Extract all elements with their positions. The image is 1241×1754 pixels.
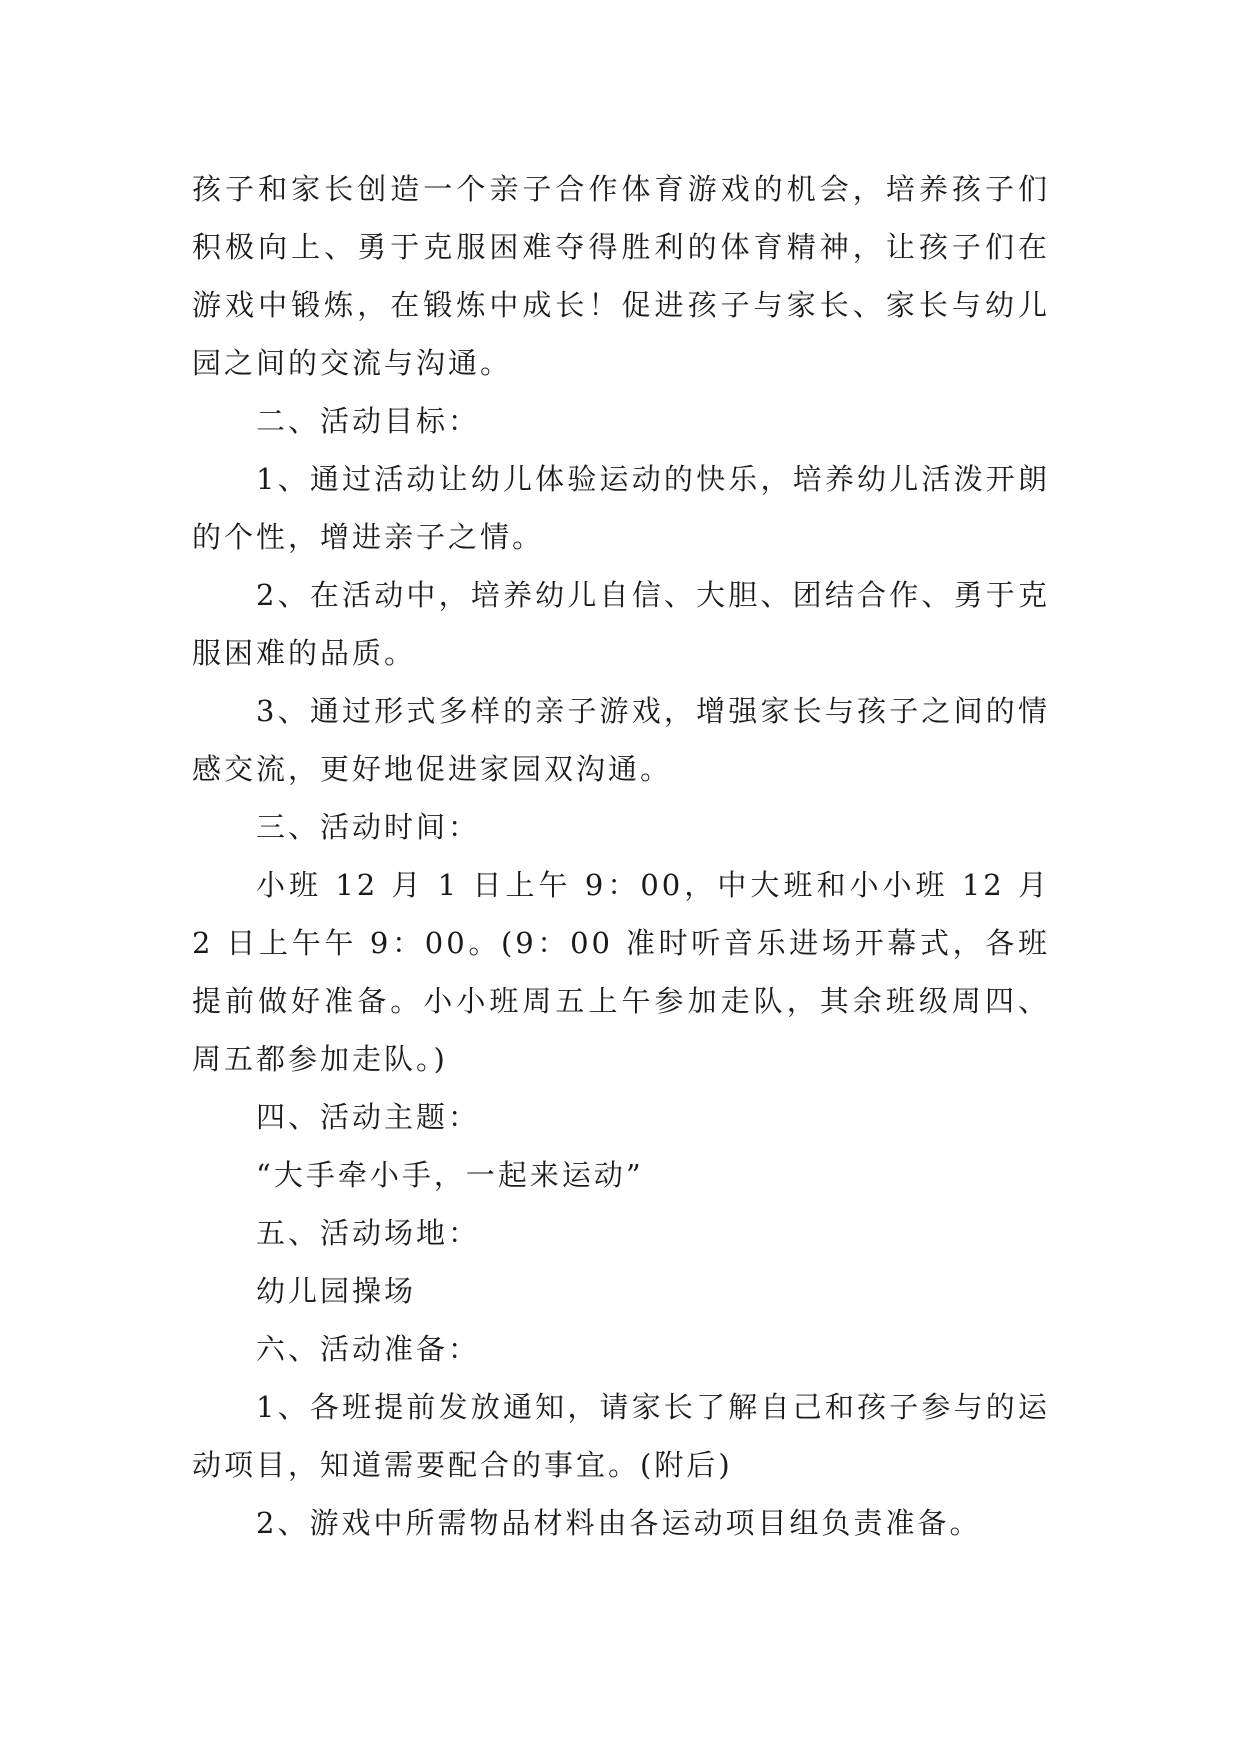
- heading-activity-theme: 四、活动主题：: [256, 1100, 481, 1134]
- goal-item-1: 1、通过活动让幼儿体验运动的快乐，培养幼儿活泼开朗的个性，增进亲子之情。: [192, 462, 1050, 554]
- activity-time-details: 小班 12 月 1 日上午 9：00，中大班和小小班 12 月 2 日上午午 9：00。(9：00 准时听音乐进场开幕式，各班提前做好准备。小小班周五上午参加走队，其余班级周四、周五都参加走队。): [192, 868, 1050, 1076]
- goal-item-3: 3、通过形式多样的亲子游戏，增强家长与孩子之间的情感交流，更好地促进家园双沟通。: [192, 694, 1050, 786]
- heading-activity-goals: 二、活动目标：: [256, 404, 481, 438]
- goal-item-2: 2、在活动中，培养幼儿自信、大胆、团结合作、勇于克服困难的品质。: [192, 578, 1050, 670]
- activity-venue-text: 幼儿园操场: [256, 1274, 417, 1308]
- heading-activity-time: 三、活动时间：: [256, 810, 481, 844]
- heading-activity-venue: 五、活动场地：: [256, 1216, 481, 1250]
- document-body: [192, 160, 1050, 1552]
- activity-theme-text: “大手牵小手，一起来运动”: [256, 1158, 644, 1192]
- paragraph-intro-continued: 孩子和家长创造一个亲子合作体育游戏的机会，培养孩子们积极向上、勇于克服困难夺得胜利的体育精神，让孩子们在游戏中锻炼，在锻炼中成长！促进孩子与家长、家长与幼儿园之间的交流与沟通。: [192, 172, 1050, 380]
- heading-activity-preparation: 六、活动准备：: [256, 1332, 481, 1366]
- preparation-item-2: 2、游戏中所需物品材料由各运动项目组负责准备。: [256, 1506, 982, 1540]
- preparation-item-1: 1、各班提前发放通知，请家长了解自己和孩子参与的运动项目，知道需要配合的事宜。(附后): [192, 1390, 1050, 1482]
